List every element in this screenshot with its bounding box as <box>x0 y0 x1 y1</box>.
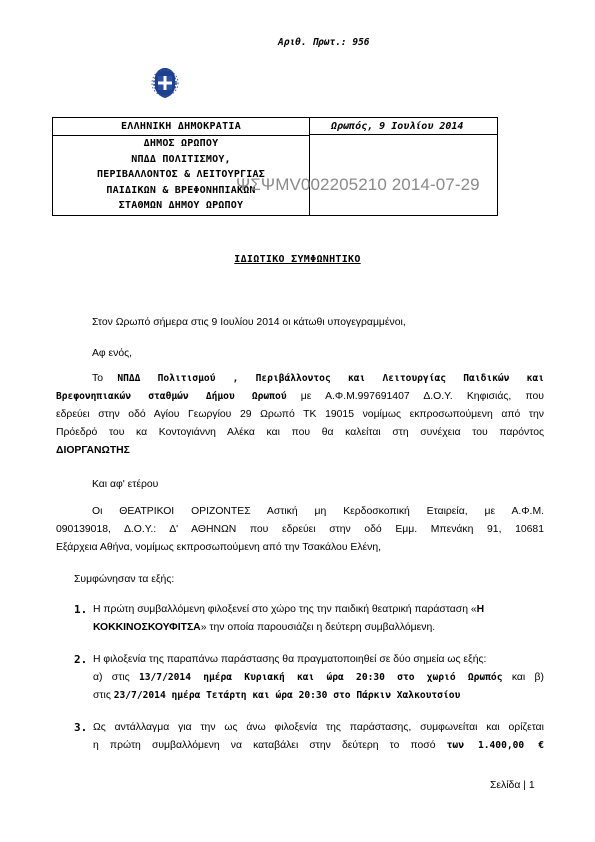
item3-line2 <box>93 738 544 754</box>
item1-line1 <box>93 602 544 618</box>
header-table <box>52 117 498 216</box>
item2-line1: Η φιλοξενία της παραπάνω παράστασης θα πραγματοποιηθεί σε δύο σημεία ως εξής: <box>93 654 487 665</box>
party1-line3: εδρεύει στην οδό Αγίου Γεωργίου 29 Ωρωπό ΤΚ 19015 νομίμως εκπροσωπούμενη από την <box>56 409 544 420</box>
item3-line1: Ως αντάλλαγμα για την ως άνω φιλοξενία της παράστασης, συμφωνείται και ορίζεται <box>93 722 544 733</box>
document-title: ΙΔΙΩΤΙΚΟ ΣΥΜΦΩΝΗΤΙΚΟ <box>234 254 361 265</box>
item2-line3 <box>93 688 460 704</box>
party1-name-cont: Βρεφονηπιακών σταθμών Δήμου Ωρωπού <box>56 391 287 402</box>
org-line: ΣΤΑΘΜΩΝ ΔΗΜΟΥ ΩΡΩΠΟΥ <box>118 200 244 212</box>
item1-text: Η πρώτη συμβαλλόμενη φιλοξενεί στο χώρο της την παιδική θεατρική παράσταση « <box>93 604 477 615</box>
item3-text: η πρώτη συμβαλλόμενη να καταβάλει στην δεύτερη το ποσό <box>93 740 436 751</box>
item-number: 1. <box>74 603 88 616</box>
item2-date1: 13/7/2014 ημέρα Κυριακή και ώρα 20:30 στο χωριό Ωρωπός <box>138 672 503 683</box>
party1-role: ΔΙΟΡΓΑΝΩΤΗΣ <box>56 445 130 456</box>
party2-line2: 090139018, Δ.Ο.Υ.: Δ' ΑΘΗΝΩΝ που εδρεύει στην οδό Εμμ. Μπενάκη 91, 10681 <box>56 524 544 535</box>
party2-line1: Οι ΘΕΑΤΡΙΚΟΙ ΟΡΙΖΟΝΤΕΣ Αστική μη Κερδοσκοπική Εταιρεία, με Α.Φ.Μ. <box>92 506 544 517</box>
agreed-heading: Συμφώνησαν τα εξής: <box>74 574 175 585</box>
item2-conj: και β) <box>511 672 544 683</box>
ada-watermark: ΨΣΨΜV002205210 2014-07-29 <box>236 175 480 194</box>
greek-emblem-icon <box>148 66 182 100</box>
item-number: 3. <box>74 721 88 734</box>
org-line: ΔΗΜΟΣ ΩΡΩΠΟΥ <box>143 138 219 149</box>
party2-line3: Εξάρχεια Αθήνα, νομίμως εκπροσωπούμενη από την Τσακάλου Ελένη, <box>56 542 382 553</box>
party1-name: ΝΠΔΔ Πολιτισμού , Περιβάλλοντος και Λειτουργίας Παιδικών και <box>117 373 545 384</box>
protocol-number: Αριθ. Πρωτ.: 956 <box>278 37 370 48</box>
page-number: Σελίδα | 1 <box>490 780 535 791</box>
on-other-hand: Και αφ' ετέρου <box>92 479 159 490</box>
item1-title: ΚΟΚΚΙΝΟΣΚΟΥΦΙΤΣΑ <box>93 622 201 633</box>
org-line: ΠΕΡΙΒΑΛΛΟΝΤΟΣ & ΛΕΙΤΟΥΡΓΙΑΣ <box>97 169 265 181</box>
item2-line2 <box>93 670 544 686</box>
party1-line1 <box>92 371 544 387</box>
item-number: 2. <box>74 653 88 666</box>
party1-line4: Πρόεδρό του κα Κοντογιάννη Αλέκα και που θα καλείται στη συνέχεια του παρόντος <box>56 427 544 438</box>
intro-paragraph: Στον Ωρωπό σήμερα στις 9 Ιουλίου 2014 οι κάτωθι υπογεγραμμένοι, <box>92 317 406 328</box>
on-one-hand: Αφ ενός, <box>92 348 133 359</box>
item1-line2 <box>93 620 435 636</box>
item2-prefix: α) στις <box>93 672 130 683</box>
item3-amount: των 1.400,00 € <box>446 740 544 751</box>
item1-text-cont: » την οποία παρουσιάζει η δεύτερη συμβαλλόμενη. <box>200 622 436 633</box>
item2-prefix2: στις <box>93 690 111 701</box>
party1-tax-info: με Α.Φ.Μ.997691407 Δ.Ο.Υ. Κηφισιάς, που <box>300 391 544 402</box>
republic-label: ΕΛΛΗΝΙΚΗ ΔΗΜΟΚΡΑΤΙΑ <box>53 118 309 136</box>
org-line: ΠΑΙΔΙΚΩΝ & ΒΡΕΦΟΝΗΠΙΑΚΩΝ <box>106 184 256 196</box>
org-line: ΝΠΔΔ ΠΟΛΙΤΙΣΜΟΥ, <box>131 153 231 165</box>
item1-title-start: Η <box>476 604 485 615</box>
item2-date2: 23/7/2014 ημέρα Τετάρτη και ώρα 20:30 στο Πάρκιν Χαλκουτσίου <box>113 690 461 701</box>
issuer-cell <box>53 118 310 215</box>
party1-line2 <box>56 389 544 405</box>
party1-article: Το <box>92 373 103 384</box>
place-date: Ωρωπός, 9 Ιουλίου 2014 <box>310 118 497 135</box>
